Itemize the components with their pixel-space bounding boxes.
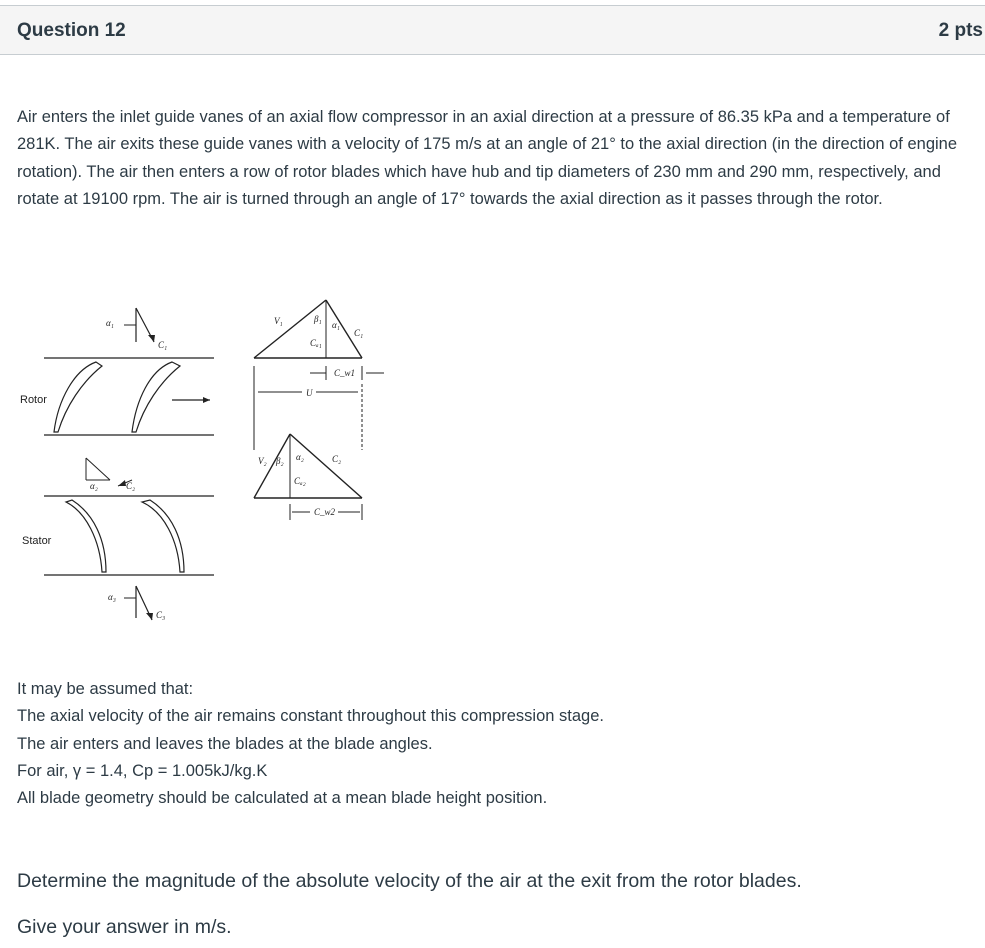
assumption-item: All blade geometry should be calculated at a mean blade height position.	[17, 789, 548, 808]
assumptions-block	[17, 676, 917, 812]
assumption-item: For air, γ = 1.4, Cp = 1.005kJ/kg.K	[17, 761, 268, 780]
alpha1-triangle-label: α₁	[332, 320, 340, 330]
assumption-item: The air enters and leaves the blades at the blade angles.	[17, 734, 433, 753]
question-points: 2 pts	[938, 20, 983, 41]
outlet-velocity-triangle	[254, 434, 362, 498]
rotor-blades	[54, 362, 180, 432]
answer-instruction: Give your answer in m/s.	[17, 916, 232, 938]
alpha3-label: α₃	[108, 592, 116, 602]
stator-label: Stator	[22, 535, 52, 547]
c2-triangle-label: C₂	[332, 454, 342, 464]
question-prompt: Determine the magnitude of the absolute velocity of the air at the exit from the rotor blades.	[17, 870, 802, 892]
ca1-label: Cₐ₁	[310, 338, 322, 348]
question-header	[0, 5, 985, 55]
cw1-label: C_w1	[334, 368, 356, 378]
alpha2-label: α₂	[90, 481, 98, 491]
assumptions-intro: It may be assumed that:	[17, 680, 194, 698]
stator-blades	[66, 500, 184, 572]
velocity-triangle-figure	[14, 290, 394, 635]
compressor-stage-diagram	[14, 290, 394, 635]
cw2-label: C_w2	[314, 507, 336, 517]
u-label: U	[306, 388, 313, 398]
question-text	[17, 104, 983, 213]
inlet-velocity-triangle	[254, 300, 362, 358]
problem-paragraph: Air enters the inlet guide vanes of an axial flow compressor in an axial direction at a pressure of 86.35 kPa and a temperature of 281K. The air exits these guide vanes with a velocity of 175 m/s at an angle of 21° to the axial direction (in the direction of engine rotation). The air then enters a row of rotor blades which have hub and tip diameters of 230 mm and 290 mm, respectively, and rotate at 19100 rpm. The air is turned through an angle of 17° towards the axial direction as it passes through the rotor.	[17, 108, 958, 208]
c3-label: C₃	[156, 610, 166, 620]
c1-triangle-label: C₁	[354, 328, 364, 338]
v1-label: V₁	[274, 316, 283, 326]
inlet-flow-arrow	[124, 308, 155, 342]
question-title: Question 12	[17, 20, 126, 41]
v2-label: V₂	[258, 456, 267, 466]
stator-exit-flow	[124, 586, 153, 620]
ca2-label: Cₐ₂	[294, 476, 306, 486]
alpha1-label: α₁	[106, 318, 114, 328]
alpha2-triangle-label: α₂	[296, 452, 304, 462]
c2-label: C₂	[126, 481, 136, 491]
question-prompt-block	[17, 866, 967, 942]
rotor-label: Rotor	[20, 394, 47, 406]
assumption-item: The axial velocity of the air remains constant throughout this compression stage.	[17, 707, 604, 726]
beta1-label: β₁	[314, 314, 322, 324]
c1-label: C₁	[158, 340, 168, 350]
beta2-label: β₂	[276, 456, 284, 466]
